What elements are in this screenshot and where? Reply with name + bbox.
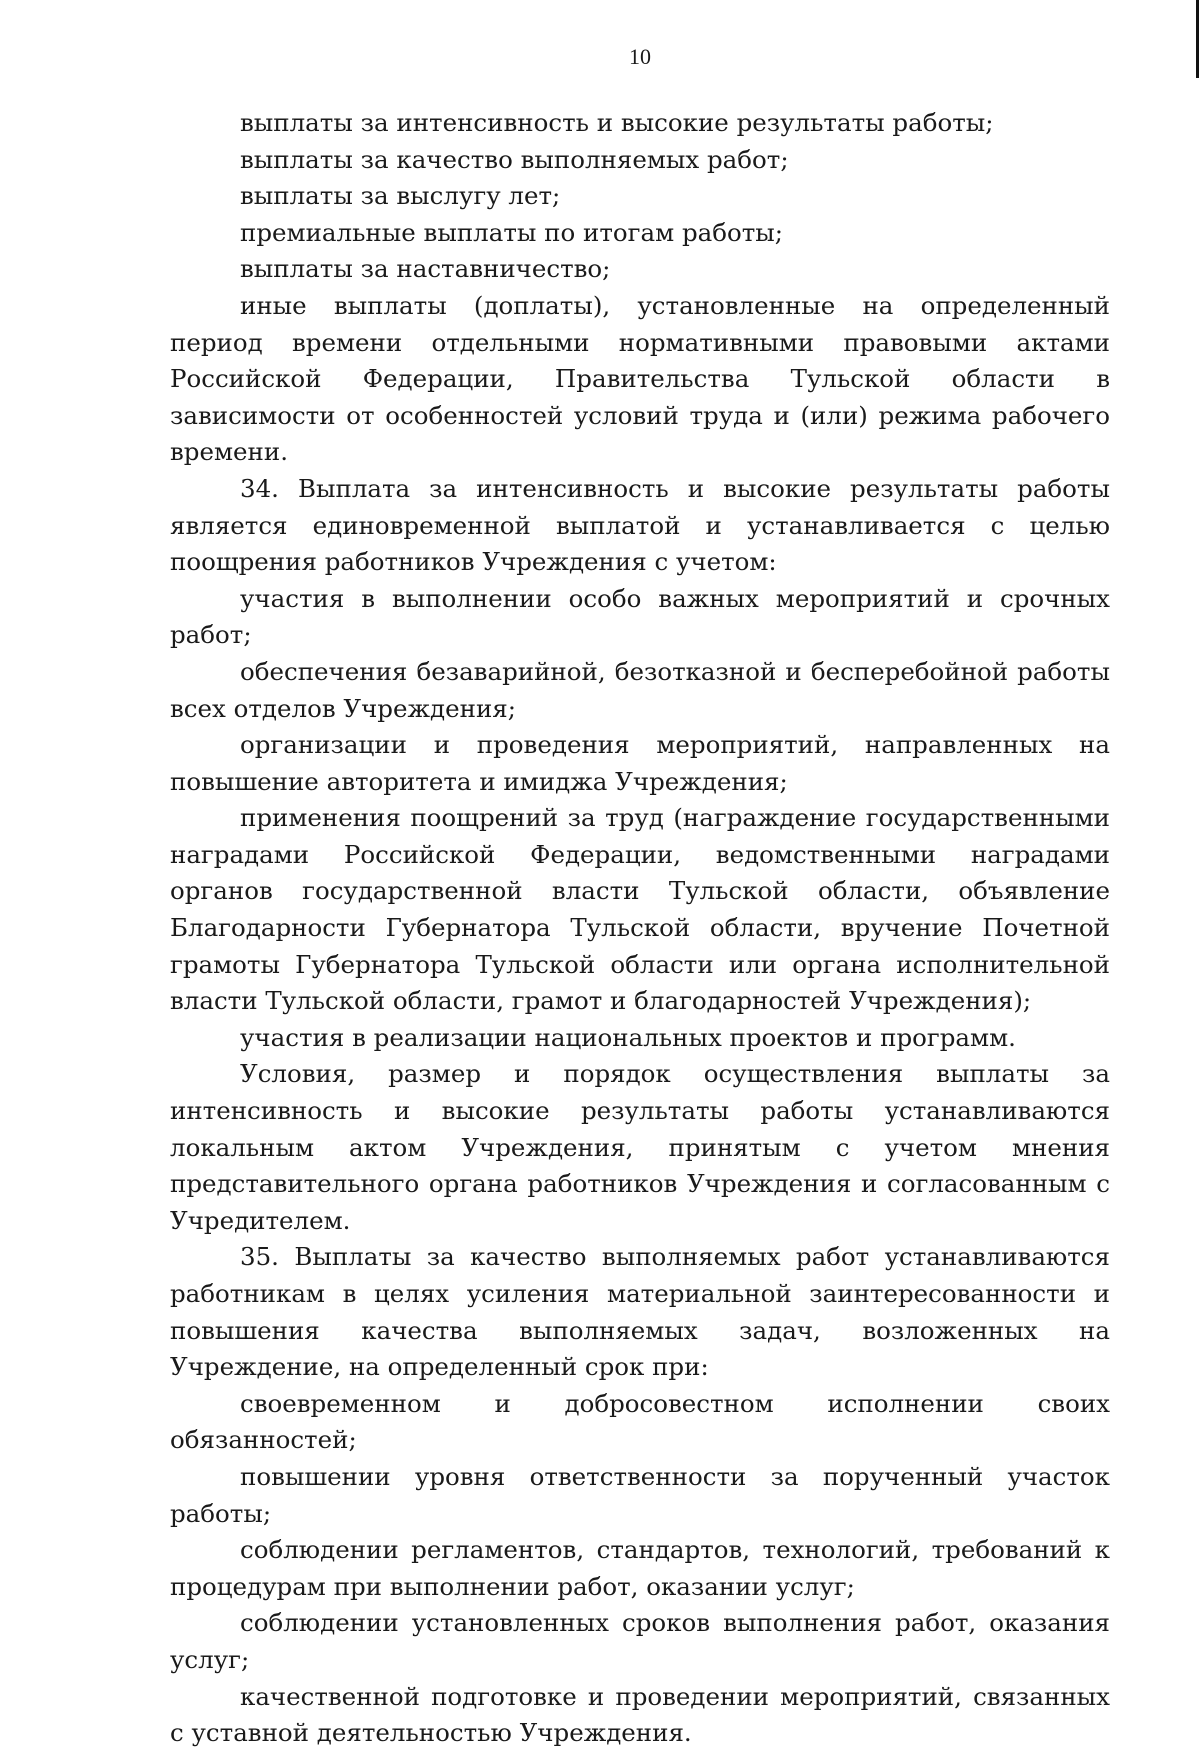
list-item-seniority-payments: выплаты за выслугу лет; xyxy=(240,181,561,211)
clause-34-conditions: Условия, размер и порядок осуществления выплаты за интенсивность и высокие результаты работы устанавливаются локальным актом Учреждения, принятым с учетом мнения представительного органа работников Учреждения и согласованным с Учредителем. xyxy=(170,1059,1110,1235)
clause-35-item-regulations: соблюдении регламентов, стандартов, технологий, требований к процедурам при выполнении работ, оказании услуг; xyxy=(170,1535,1110,1601)
clause-35-item-events: качественной подготовке и проведении мероприятий, связанных с уставной деятельностью Учреждения. xyxy=(170,1681,1110,1748)
clause-34: 34. Выплата за интенсивность и высокие результаты работы является единовременной выплатой и устанавливается с целью поощрения работников Учреждения с учетом: xyxy=(170,473,1110,577)
page-number: 10 xyxy=(629,44,651,69)
list-item-other-payments: иные выплаты (доплаты), установленные на определенный период времени отдельными нормативными правовыми актами Российской Федерации, Правительства Тульской области в зависимости от особенностей условий труда и (или) режима рабочего времени. xyxy=(170,290,1110,467)
clause-34-item-reliability: обеспечения безаварийной, безотказной и бесперебойной работы всех отделов Учреждения; xyxy=(170,656,1110,723)
document-body xyxy=(170,105,1110,1752)
list-item-intensity-payments: выплаты за интенсивность и высокие результаты работы; xyxy=(240,108,994,137)
clause-35-item-deadlines: соблюдении установленных сроков выполнения работ, оказания услуг; xyxy=(170,1608,1110,1674)
clause-34-item-national-projects: участия в реализации национальных проектов и программ. xyxy=(240,1022,1016,1052)
list-item-bonus-payments: премиальные выплаты по итогам работы; xyxy=(240,217,784,247)
list-item-quality-payments: выплаты за качество выполняемых работ; xyxy=(240,144,789,174)
clause-35-item-responsibility: повышении уровня ответственности за порученный участок работы; xyxy=(170,1461,1110,1528)
clause-35: 35. Выплаты за качество выполняемых работ устанавливаются работникам в целях усиления материальной заинтересованности и повышения качества выполняемых задач, возложенных на Учреждение, на определенный срок при: xyxy=(170,1242,1110,1382)
clause-35-item-timely: своевременном и добросовестном исполнении своих обязанностей; xyxy=(170,1388,1110,1455)
clause-34-item-events: организации и проведения мероприятий, направленных на повышение авторитета и имиджа Учреждения; xyxy=(170,730,1110,796)
clause-34-item-participation: участия в выполнении особо важных мероприятий и срочных работ; xyxy=(170,583,1110,650)
list-item-mentoring-payments: выплаты за наставничество; xyxy=(240,254,611,284)
clause-34-item-awards: применения поощрений за труд (награждение государственными наградами Российской Федерации, ведомственными наградами органов государственной власти Тульской области, объявление Благодарности Губернатора Тульской области, вручение Почетной грамоты Губернатора Тульской области или органа исполнительной власти Тульской области, грамот и благодарностей Учреждения); xyxy=(170,803,1110,1016)
